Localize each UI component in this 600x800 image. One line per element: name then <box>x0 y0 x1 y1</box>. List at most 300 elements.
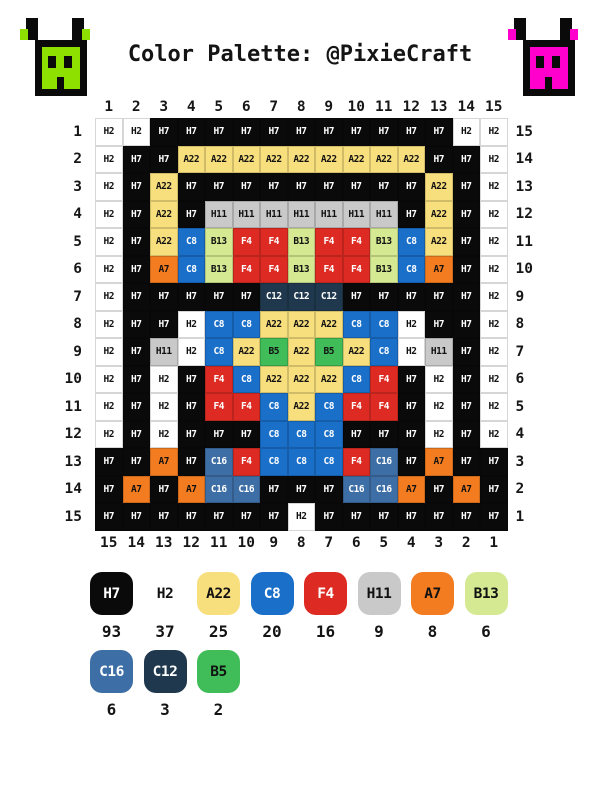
grid-cell: H7 <box>123 421 151 449</box>
grid-cell: H2 <box>95 173 123 201</box>
grid-cell: H7 <box>453 201 481 229</box>
grid-cell: C8 <box>315 421 343 449</box>
pixel-monster-right-icon <box>508 18 578 96</box>
monster-ear <box>560 18 572 29</box>
grid-cell: H2 <box>480 256 508 284</box>
color-count: 6 <box>106 700 117 719</box>
grid-cell: C8 <box>205 338 233 366</box>
row-label-left: 7 <box>73 288 82 305</box>
legend-item <box>411 572 454 641</box>
grid-cell: H7 <box>233 503 261 531</box>
grid-cell: B5 <box>260 338 288 366</box>
grid-cell: C8 <box>315 393 343 421</box>
grid-cell: F4 <box>233 448 261 476</box>
grid-cell: H7 <box>205 421 233 449</box>
grid-cell: A22 <box>425 228 453 256</box>
grid-cell: H2 <box>480 173 508 201</box>
grid-cell: H7 <box>398 448 426 476</box>
grid-cell: H7 <box>398 421 426 449</box>
grid-cell: H7 <box>233 421 261 449</box>
grid-cell: H11 <box>205 201 233 229</box>
grid-cell: F4 <box>205 393 233 421</box>
grid-cell: C16 <box>233 476 261 504</box>
color-swatch: A22 <box>197 572 240 615</box>
color-count: 93 <box>101 622 122 641</box>
grid-cell: A22 <box>178 146 206 174</box>
grid-cell: H2 <box>425 393 453 421</box>
grid-cell: H2 <box>425 421 453 449</box>
grid-cell: H7 <box>150 311 178 339</box>
grid-cell: H7 <box>178 421 206 449</box>
grid-cell: C16 <box>370 448 398 476</box>
grid-cell: A22 <box>343 146 371 174</box>
grid-cell: H7 <box>178 283 206 311</box>
row-label-right: 2 <box>515 481 525 498</box>
grid-cell: H7 <box>453 146 481 174</box>
row-label-left: 11 <box>64 398 82 415</box>
grid-cell: H2 <box>425 366 453 394</box>
grid-cell: C8 <box>205 311 233 339</box>
grid-cell: H7 <box>123 256 151 284</box>
grid-cell: F4 <box>343 448 371 476</box>
grid-cell: H7 <box>233 118 261 146</box>
grid-cell: H7 <box>205 503 233 531</box>
grid-cell: A22 <box>150 173 178 201</box>
grid-cell: C8 <box>178 256 206 284</box>
grid-cell: H7 <box>398 366 426 394</box>
grid-cell: H7 <box>205 118 233 146</box>
grid-cell: H7 <box>453 311 481 339</box>
monster-ear <box>28 29 38 40</box>
grid-cell: H11 <box>150 338 178 366</box>
monster-eye <box>536 56 544 68</box>
grid-cell: A22 <box>288 338 316 366</box>
grid-cell: H7 <box>425 476 453 504</box>
grid-cell: H2 <box>95 311 123 339</box>
grid-cell: H7 <box>95 503 123 531</box>
row-label-left: 14 <box>64 481 82 498</box>
grid-cell: A22 <box>150 228 178 256</box>
monster-ear <box>72 18 84 29</box>
col-label-bottom: 2 <box>461 534 471 551</box>
grid-cell: H7 <box>398 173 426 201</box>
grid-cell: A22 <box>315 311 343 339</box>
grid-cell: H7 <box>233 173 261 201</box>
legend-item <box>144 650 187 719</box>
grid-cell: H7 <box>398 503 426 531</box>
grid-cell: H2 <box>480 283 508 311</box>
grid-cell: H7 <box>398 201 426 229</box>
row-label-left: 10 <box>64 371 82 388</box>
col-label-bottom: 5 <box>379 534 389 551</box>
col-label-top: 5 <box>214 99 224 115</box>
grid-cell: H2 <box>95 283 123 311</box>
row-label-left: 6 <box>73 261 82 278</box>
grid-cell: H7 <box>95 448 123 476</box>
grid-cell: H7 <box>425 283 453 311</box>
grid-cell: C8 <box>343 311 371 339</box>
grid-cell: H7 <box>370 283 398 311</box>
grid-cell: H2 <box>480 393 508 421</box>
col-label-top: 2 <box>131 99 141 115</box>
row-label-right: 11 <box>515 233 533 250</box>
row-label-right: 13 <box>515 178 533 195</box>
grid-cell: C8 <box>398 256 426 284</box>
grid-cell: A22 <box>315 366 343 394</box>
grid-cell: A22 <box>288 366 316 394</box>
col-label-top: 9 <box>324 99 334 115</box>
grid-cell: H2 <box>95 421 123 449</box>
grid-cell: C16 <box>343 476 371 504</box>
grid-cell: H11 <box>288 201 316 229</box>
grid-cell: H7 <box>178 173 206 201</box>
grid-cell: H2 <box>480 201 508 229</box>
grid-cell: F4 <box>233 228 261 256</box>
grid-cell: C8 <box>398 228 426 256</box>
row-label-left: 13 <box>64 453 82 470</box>
grid-cell: H7 <box>288 118 316 146</box>
grid-cell: H2 <box>178 338 206 366</box>
grid-cell: H2 <box>178 311 206 339</box>
grid-cell: A22 <box>425 201 453 229</box>
color-swatch: C16 <box>90 650 133 693</box>
color-swatch: H7 <box>90 572 133 615</box>
row-label-left: 9 <box>73 343 82 360</box>
row-label-left: 1 <box>73 123 82 140</box>
color-count: 20 <box>262 622 282 641</box>
col-label-bottom: 11 <box>210 534 228 551</box>
grid-cell: H2 <box>95 256 123 284</box>
grid-cell: H7 <box>123 146 151 174</box>
grid-cell: H2 <box>150 366 178 394</box>
grid-cell: H7 <box>453 393 481 421</box>
col-label-bottom: 14 <box>127 534 145 551</box>
monster-mouth <box>545 77 552 89</box>
grid-cell: H7 <box>150 503 178 531</box>
monster-mouth <box>57 77 64 89</box>
row-label-left: 12 <box>64 426 82 443</box>
grid-cell: H7 <box>123 338 151 366</box>
col-label-bottom: 4 <box>406 534 416 551</box>
grid-cell: A7 <box>425 448 453 476</box>
grid-cell: H2 <box>95 338 123 366</box>
grid-cell: H7 <box>260 118 288 146</box>
grid-cell: H7 <box>343 283 371 311</box>
col-label-top: 6 <box>241 99 251 115</box>
color-swatch: B13 <box>465 572 508 615</box>
legend-item <box>90 572 133 641</box>
grid-cell: H7 <box>233 283 261 311</box>
grid-cell: H7 <box>205 173 233 201</box>
grid-cell: A7 <box>398 476 426 504</box>
grid-cell: H2 <box>453 118 481 146</box>
grid-cell: A7 <box>453 476 481 504</box>
grid-cell: H7 <box>453 283 481 311</box>
grid-cell: H7 <box>123 173 151 201</box>
grid-cell: F4 <box>343 228 371 256</box>
color-count: 16 <box>315 622 336 641</box>
grid-cell: H7 <box>343 173 371 201</box>
grid-cell: A22 <box>288 146 316 174</box>
legend-item <box>251 572 294 641</box>
grid-cell: B13 <box>205 228 233 256</box>
grid-cell: H7 <box>178 448 206 476</box>
col-label-top: 4 <box>186 99 196 115</box>
row-label-right: 10 <box>515 261 533 278</box>
color-swatch: B5 <box>197 650 240 693</box>
grid-cell: C8 <box>233 366 261 394</box>
grid-cell: H2 <box>480 421 508 449</box>
grid-cell: H7 <box>123 503 151 531</box>
grid-cell: H7 <box>370 173 398 201</box>
color-swatch: A7 <box>411 572 454 615</box>
col-label-bottom: 3 <box>434 534 444 551</box>
col-label-top: 10 <box>347 99 365 115</box>
color-count: 25 <box>208 622 229 641</box>
grid-cell: A7 <box>150 256 178 284</box>
color-count: 2 <box>213 700 224 719</box>
row-label-left: 2 <box>73 151 82 168</box>
grid-cell: H11 <box>315 201 343 229</box>
grid-cell: H7 <box>150 118 178 146</box>
grid-cell: C16 <box>370 476 398 504</box>
grid-cell: B13 <box>205 256 233 284</box>
row-label-right: 3 <box>515 453 525 470</box>
grid-cell: C12 <box>260 283 288 311</box>
grid-cell: A22 <box>398 146 426 174</box>
grid-cell: H7 <box>453 448 481 476</box>
grid-cell: A22 <box>205 146 233 174</box>
grid-corner <box>508 531 535 555</box>
col-label-bottom: 10 <box>237 534 255 551</box>
grid-cell: H2 <box>123 118 151 146</box>
grid-cell: H2 <box>398 311 426 339</box>
grid-cell: H7 <box>178 118 206 146</box>
grid-cell: C8 <box>288 448 316 476</box>
grid-cell: H7 <box>425 311 453 339</box>
grid-cell: H7 <box>453 338 481 366</box>
color-legend <box>90 572 535 719</box>
col-label-top: 1 <box>104 99 114 115</box>
grid-cell: H2 <box>95 201 123 229</box>
grid-cell: H2 <box>95 366 123 394</box>
grid-cell: H7 <box>453 503 481 531</box>
grid-cell: A7 <box>178 476 206 504</box>
color-count: 9 <box>374 622 384 641</box>
legend-item <box>90 650 133 719</box>
grid-cell: F4 <box>315 256 343 284</box>
grid-cell: B13 <box>288 228 316 256</box>
grid-cell: F4 <box>315 228 343 256</box>
row-label-left: 5 <box>73 233 82 250</box>
grid-corner <box>68 531 95 555</box>
grid-cell: F4 <box>260 256 288 284</box>
grid-cell: H7 <box>288 173 316 201</box>
row-label-right: 4 <box>515 426 525 443</box>
color-count: 3 <box>160 700 170 719</box>
grid-cell: H7 <box>123 393 151 421</box>
grid-cell: H7 <box>453 256 481 284</box>
grid-cell: H2 <box>95 393 123 421</box>
grid-cell: F4 <box>205 366 233 394</box>
grid-cell: C8 <box>370 311 398 339</box>
grid-cell: H7 <box>425 503 453 531</box>
grid-cell: H7 <box>205 283 233 311</box>
grid-cell: C8 <box>370 338 398 366</box>
grid-cell: A7 <box>150 448 178 476</box>
grid-cell: C12 <box>315 283 343 311</box>
grid-cell: H7 <box>315 118 343 146</box>
col-label-bottom: 13 <box>155 534 173 551</box>
grid-cell: H7 <box>370 503 398 531</box>
grid-cell: C8 <box>343 366 371 394</box>
grid-cell: C8 <box>260 393 288 421</box>
grid-cell: A22 <box>370 146 398 174</box>
grid-cell: C16 <box>205 448 233 476</box>
col-label-bottom: 9 <box>269 534 279 551</box>
col-label-top: 3 <box>159 99 169 115</box>
grid-cell: H2 <box>398 338 426 366</box>
legend-item <box>358 572 401 641</box>
grid-cell: H7 <box>260 503 288 531</box>
grid-cell: H7 <box>123 311 151 339</box>
row-label-right: 5 <box>515 398 525 415</box>
grid-cell: H7 <box>425 118 453 146</box>
grid-cell: C8 <box>288 421 316 449</box>
grid-cell: H7 <box>453 366 481 394</box>
monster-ear <box>560 29 570 40</box>
grid-cell: A22 <box>315 146 343 174</box>
grid-cell: A22 <box>150 201 178 229</box>
grid-corner <box>68 96 95 118</box>
grid-cell: B5 <box>315 338 343 366</box>
grid-cell: H7 <box>150 146 178 174</box>
grid-cell: C8 <box>260 421 288 449</box>
grid-cell: H7 <box>453 421 481 449</box>
grid-cell: F4 <box>343 393 371 421</box>
grid-cell: F4 <box>233 256 261 284</box>
color-count: 37 <box>155 622 175 641</box>
grid-cell: H11 <box>343 201 371 229</box>
grid-cell: H7 <box>123 228 151 256</box>
legend-item <box>144 572 187 641</box>
grid-cell: A22 <box>260 311 288 339</box>
color-count: 6 <box>481 622 491 641</box>
grid-cell: H2 <box>480 311 508 339</box>
row-label-right: 12 <box>515 206 533 223</box>
grid-cell: A22 <box>260 146 288 174</box>
grid-cell: A7 <box>425 256 453 284</box>
grid-cell: H7 <box>123 201 151 229</box>
legend-item <box>197 572 240 641</box>
col-label-bottom: 15 <box>100 534 118 551</box>
grid-cell: H7 <box>453 228 481 256</box>
grid-cell: A22 <box>343 338 371 366</box>
monster-eye <box>552 56 560 68</box>
pixel-grid <box>64 96 535 555</box>
grid-cell: F4 <box>343 256 371 284</box>
grid-cell: H7 <box>288 476 316 504</box>
grid-cell: H7 <box>343 118 371 146</box>
grid-cell: C12 <box>288 283 316 311</box>
grid-cell: H7 <box>123 366 151 394</box>
monster-ear <box>516 29 526 40</box>
col-label-bottom: 8 <box>296 534 306 551</box>
row-label-right: 9 <box>515 288 525 305</box>
grid-cell: H7 <box>178 366 206 394</box>
grid-cell: A22 <box>288 311 316 339</box>
grid-cell: H7 <box>480 448 508 476</box>
color-swatch: C8 <box>251 572 294 615</box>
grid-cell: H7 <box>343 421 371 449</box>
grid-cell: A22 <box>233 146 261 174</box>
grid-cell: H7 <box>453 173 481 201</box>
monster-ear <box>514 18 526 29</box>
grid-cell: H2 <box>150 421 178 449</box>
grid-cell: H2 <box>480 366 508 394</box>
grid-cell: C8 <box>260 448 288 476</box>
col-label-bottom: 6 <box>351 534 361 551</box>
grid-cell: H7 <box>178 393 206 421</box>
grid-cell: H2 <box>480 118 508 146</box>
grid-cell: H7 <box>178 503 206 531</box>
grid-cell: F4 <box>233 393 261 421</box>
col-label-bottom: 1 <box>489 534 499 551</box>
row-label-left: 15 <box>64 508 82 525</box>
col-label-top: 13 <box>430 99 448 115</box>
row-label-right: 1 <box>515 508 525 525</box>
grid-cell: H11 <box>260 201 288 229</box>
grid-cell: H7 <box>370 118 398 146</box>
grid-cell: H7 <box>315 476 343 504</box>
grid-cell: A22 <box>233 338 261 366</box>
grid-cell: H7 <box>260 173 288 201</box>
grid-cell: H11 <box>370 201 398 229</box>
monster-ear <box>26 18 38 29</box>
grid-corner <box>508 96 535 118</box>
col-label-top: 15 <box>485 99 503 115</box>
grid-cell: H7 <box>480 503 508 531</box>
col-label-bottom: 7 <box>324 534 334 551</box>
grid-cell: H2 <box>150 393 178 421</box>
grid-cell: H7 <box>370 421 398 449</box>
grid-cell: H7 <box>398 393 426 421</box>
grid-cell: H11 <box>425 338 453 366</box>
legend-item <box>197 650 240 719</box>
col-label-top: 8 <box>296 99 306 115</box>
grid-cell: F4 <box>260 228 288 256</box>
grid-cell: H2 <box>480 338 508 366</box>
grid-cell: H7 <box>150 476 178 504</box>
grid-cell: H2 <box>95 228 123 256</box>
grid-cell: H2 <box>95 118 123 146</box>
grid-cell: F4 <box>370 393 398 421</box>
grid-cell: A22 <box>260 366 288 394</box>
grid-cell: H11 <box>233 201 261 229</box>
row-label-right: 15 <box>515 123 533 140</box>
grid-cell: H7 <box>315 173 343 201</box>
row-label-left: 8 <box>73 316 82 333</box>
grid-cell: B13 <box>288 256 316 284</box>
grid-cell: F4 <box>370 366 398 394</box>
grid-cell: H2 <box>95 146 123 174</box>
grid-cell: A7 <box>123 476 151 504</box>
grid-cell: H2 <box>480 228 508 256</box>
grid-cell: H7 <box>480 476 508 504</box>
row-label-right: 14 <box>515 151 533 168</box>
row-label-right: 8 <box>515 316 525 333</box>
grid-cell: H7 <box>398 283 426 311</box>
